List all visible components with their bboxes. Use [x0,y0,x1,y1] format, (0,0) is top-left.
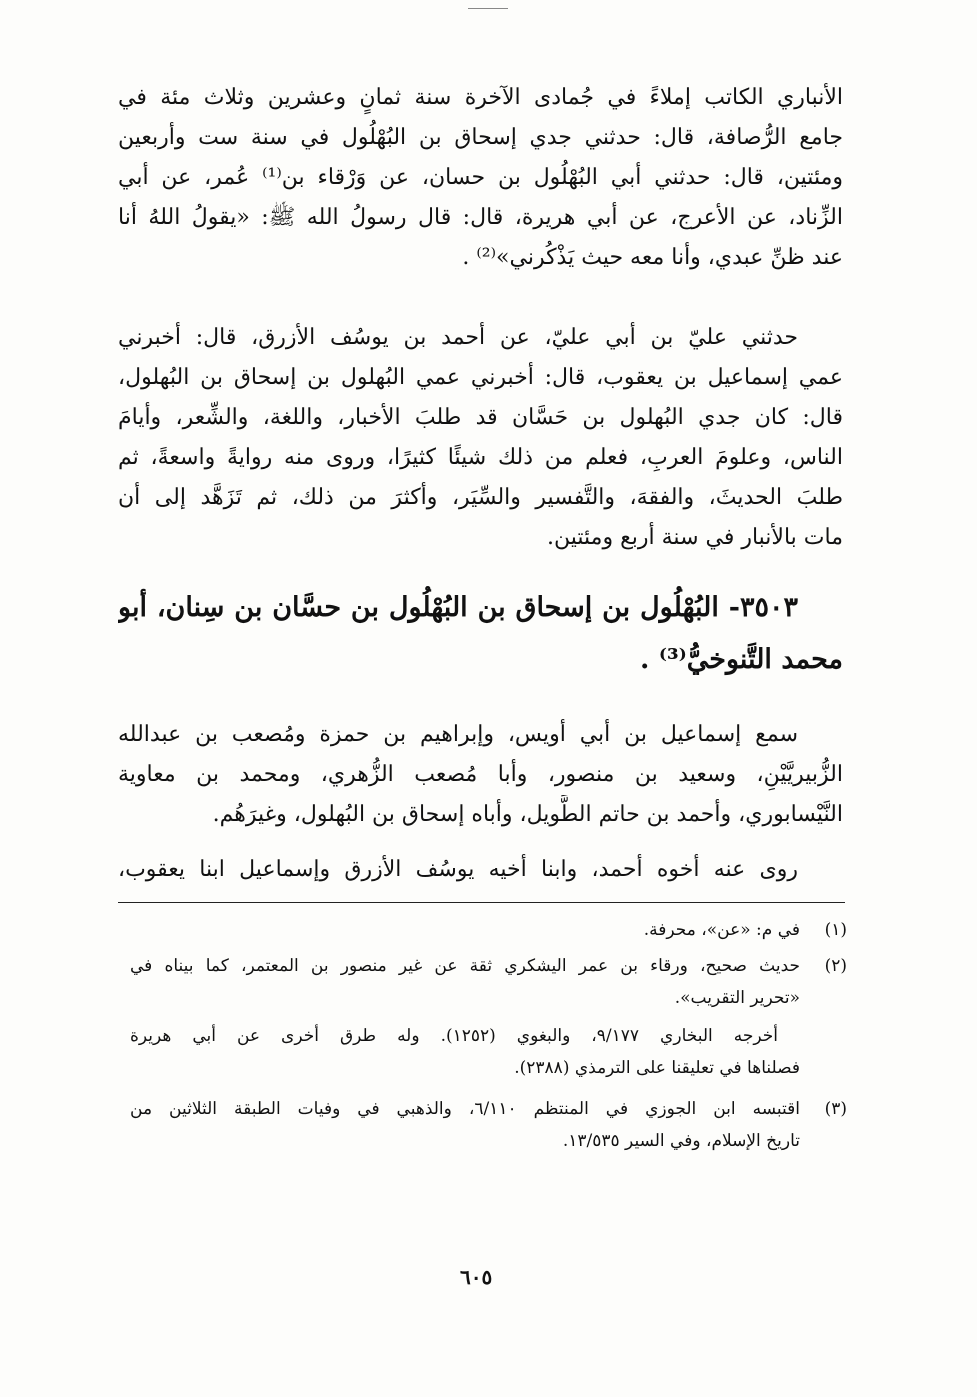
footnote-number: (٣) [824,1099,847,1119]
text-line: طلبَ الحديثَ، والفقهَ، والتَّفسير والسِّيَر، وأكثرَ من ذلك، ثم تَزَهَّد إلى أن [118,485,843,510]
page-number: ٦٠٥ [460,1265,493,1289]
footnote-line: حديث صحيح، ورقاء بن عمر اليشكري ثقة عن غير منصور بن المعتمر، كما بيناه في [130,956,800,976]
footnote-2 [130,950,800,1014]
footnote-separator [118,902,845,903]
text-line: سمع إسماعيل بن أبي أويس، وإبراهيم بن حمزة ومُصعب بن عبدالله [118,722,798,747]
entry-title-line: محمد التَّنوخيُّ⁽³⁾ . [640,644,843,675]
entry-title-line: ٣٥٠٣- البُهْلُول بن إسحاق بن البُهْلُول بن حسَّان بن سِنان، أبو [118,592,798,623]
paragraph-4 [118,850,843,890]
footnote-1 [480,914,800,946]
footnote-3 [130,1093,800,1157]
footnote-number: (١) [824,920,847,940]
footnote-2-continued [130,1020,800,1084]
text-line: عند ظنِّ عبدي، وأنا معه حيث يَذْكُرني»⁽²⁾ . [462,245,843,270]
text-line: الزِّناد، عن الأعرج، عن أبي هريرة، قال: قال رسولُ الله ﷺ: «يقولُ اللهُ أنا [118,205,843,230]
footnote-line: اقتبسه ابن الجوزي في المنتظم ٦/١١٠، والذهبي في وفيات الطبقة الثلاثين من [130,1099,800,1119]
footnote-line: أخرجه البخاري ٩/١٧٧، والبغوي (١٢٥٢). وله طرق أخرى عن أبي هريرة [130,1026,778,1046]
paragraph-1 [118,78,843,278]
entry-title [118,582,843,686]
text-line: حدثني عليّ بن أبي عليّ، عن أحمد بن يوسُف الأزرق، قال: أخبرني [118,325,798,350]
paragraph-2 [118,318,843,558]
footnote-line: في م: «عن»، محرفة. [643,920,800,940]
text-line: قال: كان جدي البُهلول بن حَسَّان قد طلبَ الأخبار، واللغة، والشِّعر، وأيامَ [118,405,843,430]
text-line: جامع الرُّصافة، قال: حدثني جدي إسحاق بن البُهْلُول في سنة ست وأربعين [118,125,843,150]
text-line: مات بالأنبار في سنة أربع ومئتين. [547,525,843,550]
text-line: روى عنه أخوه أحمد، وابنا أخيه يوسُف الأزرق وإسماعيل ابنا يعقوب، [118,857,798,882]
text-line: الأنباري الكاتب إملاءً في جُمادى الآخرة سنة ثمانٍ وعشرين وثلاث مئة في [118,85,843,110]
text-line: الزُّبيريَّيْنِ، وسعيد بن منصور، وأبا مُصعب الزُّهري، ومحمد بن معاوية [118,762,843,787]
text-line: الناس، وعلومَ العربِ، فعلم من ذلك شيئًا كثيرًا، وروى منه روايةً واسعةً، ثم [118,445,843,470]
footnote-line: تاريخ الإسلام، وفي السير ١٣/٥٣٥. [562,1131,800,1151]
footnote-line: «تحرير التقريب». [674,988,800,1008]
text-line: عمي إسماعيل بن يعقوب، قال: أخبرني عمي البُهلول بن إسحاق بن البُهلول، [118,365,843,390]
scan-mark [468,0,508,9]
text-line: النَّيْسابوري، وأحمد بن حاتم الطَّويل، وأباه إسحاق بن البُهلول، وغيرَهُم. [212,802,843,827]
paragraph-3 [118,715,843,835]
footnote-number: (٢) [824,956,847,976]
footnote-line: فصلناها في تعليقنا على الترمذي (٢٣٨٨). [514,1058,800,1078]
text-line: ومئتين، قال: حدثني أبي البُهْلُول بن حسان، عن وَرْقاء بن⁽¹⁾ عُمر، عن أبي [118,165,843,190]
